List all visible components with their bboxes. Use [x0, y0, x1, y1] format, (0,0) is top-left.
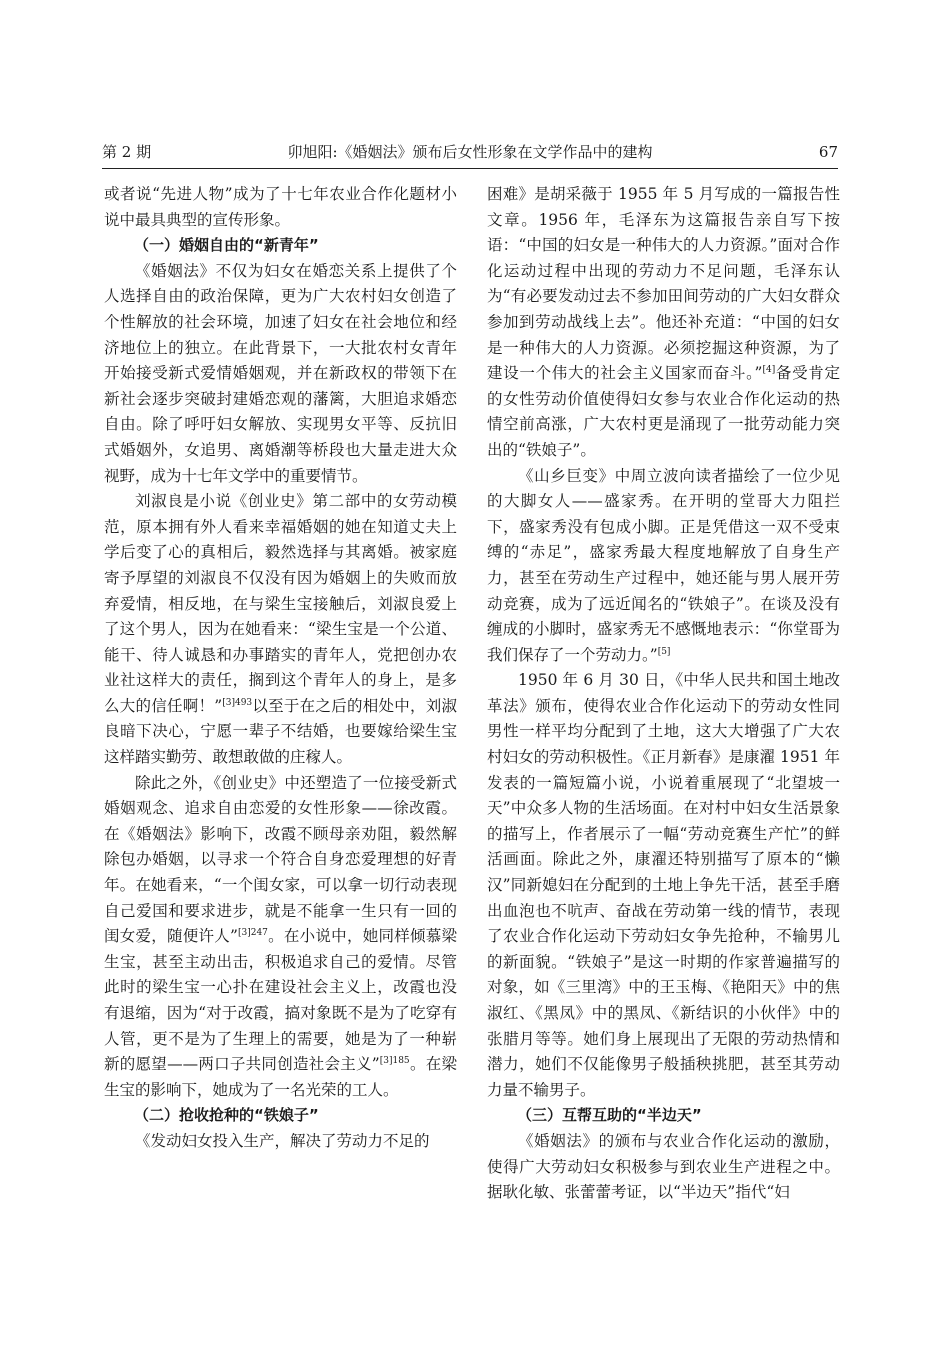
- paragraph-text: 刘淑良是小说《创业史》第二部中的女劳动模范，原本拥有外人看来幸福婚姻的她在知道丈夫上学后变了心的真相后，毅然选择与其离婚。被家庭寄予厚望的刘淑良不仅没有因为婚姻上的失败而放弃爱情，相反地，在与梁生宝接触后，刘淑良爱上了这个男人，因为在她看来：“梁生宝是一个公道、能干、待人诚恳和办事踏实的青年人，党把创办农业社这样大的责任，搁到这个青年人的身上，是多么大的信任啊！”: [104, 492, 457, 715]
- paragraph-text: 以至于在之后的相处中，刘淑良暗下决心，宁愿一辈子不结婚，也要嫁给梁生宝这样踏实勤劳、敢想敢做的庄稼人。: [104, 696, 457, 767]
- citation-ref: [5]: [657, 646, 671, 657]
- right-column: [487, 182, 840, 1206]
- paragraph-text: 。在梁生宝的影响下，她成为了一名光荣的工人。: [104, 1055, 457, 1099]
- paragraph: [487, 464, 840, 669]
- citation-ref: [3]185: [379, 1056, 410, 1067]
- citation-ref: [3]493: [222, 697, 253, 708]
- paragraph: [104, 489, 457, 771]
- running-header: [102, 140, 838, 164]
- page-number: 67: [818, 143, 838, 161]
- paragraph-text: 《山乡巨变》中周立波向读者描绘了一位少见的大脚女人——盛家秀。在开明的堂哥大力阻拦下，盛家秀没有包成小脚。正是凭借这一双不受束缚的“赤足”，盛家秀最大程度地解放了自身生产力，甚至在劳动生产过程中，她还能与男人展开劳动竞赛，成为了远近闻名的“铁娘子”。在谈及没有缠成的小脚时，盛家秀无不感慨地表示：“你堂哥为我们保存了一个劳动力。”: [487, 466, 840, 664]
- running-title: 卯旭阳:《婚姻法》颁布后女性形象在文学作品中的建构: [287, 143, 653, 161]
- paragraph: 或者说“先进人物”成为了十七年农业合作化题材小说中最具典型的宣传形象。: [104, 185, 457, 229]
- paragraph: 《婚姻法》的颁布与农业合作化运动的激励，使得广大劳动妇女积极参与到农业生产进程之中。据耿化敏、张蕾蕾考证，以“半边天”指代“妇: [487, 1131, 840, 1202]
- paragraph-text: 。在小说中，她同样倾慕梁生宝，甚至主动出击，积极追求自己的爱情。尽管此时的梁生宝一心扑在建设社会主义上，改霞也没有退缩，因为“对于改霞，搞对象既不是为了吃穿有人管，更不是为了生理上的需要，她是为了一种崭新的愿望——两口子共同创造社会主义”: [104, 927, 457, 1074]
- section-heading: （三）互帮互助的“半边天”: [517, 1106, 702, 1125]
- section-heading: （一）婚姻自由的“新青年”: [134, 236, 319, 255]
- citation-ref: [4]: [762, 365, 776, 375]
- left-column: [104, 182, 457, 1155]
- paragraph-text: 备受肯定的女性劳动价值使得妇女参与农业合作化运动的热情空前高涨，广大农村更是涌现了一批劳动能力突出的“铁娘子”。: [487, 364, 840, 459]
- paragraph-text: 困难》是胡采薇于 1955 年 5 月写成的一篇报告性文章。1956 年，毛泽东为这篇报告亲自写下按语：“中国的妇女是一种伟大的人力资源。”面对合作化运动过程中出现的劳动力不足问题，毛泽东认为“有必要发动过去不参加田间劳动的广大妇女群众参加到劳动战线上去”。他还补充道：“中国的妇女是一种伟大的人力资源。必须挖掘这种资源，为了建设一个伟大的社会主义国家而奋斗。”: [487, 185, 840, 383]
- paragraph: 《发动妇女投入生产，解决了劳动力不足的: [135, 1131, 430, 1150]
- section-heading: （二）抢收抢种的“铁娘子”: [134, 1106, 319, 1125]
- issue-number: 第 2 期: [102, 143, 152, 161]
- paragraph-text: 除此之外，《创业史》中还塑造了一位接受新式婚姻观念、追求自由恋爱的女性形象——徐改霞。在《婚姻法》影响下，改霞不顾母亲劝阻，毅然解除包办婚姻，以寻求一个符合自身恋爱理想的好青年。在她看来，“一个闺女家，可以拿一切行动表现自己爱国和要求进步，就是不能拿一生只有一回的闺女爱，随便许人”: [104, 773, 457, 946]
- header-rule: [102, 168, 838, 169]
- paragraph: [487, 182, 840, 464]
- citation-ref: [3]247: [237, 928, 268, 939]
- paragraph: 《婚姻法》不仅为妇女在婚恋关系上提供了个人选择自由的政治保障，更为广大农村妇女创造了个性解放的社会环境，加速了妇女在社会地位和经济地位上的独立。在此背景下，一大批农村女青年开始接受新式爱情婚姻观，并在新政权的带领下在新社会逐步突破封建婚恋观的藩篱，大胆追求婚恋自由。除了呼吁妇女解放、实现男女平等、反抗旧式婚姻外，女追男、离婚潮等桥段也大量走进大众视野，成为十七年文学中的重要情节。: [104, 261, 457, 485]
- paragraph: 1950 年 6 月 30 日，《中华人民共和国土地改革法》颁布，使得农业合作化运动下的劳动女性同男性一样平均分配到了土地，这大大增强了广大农村妇女的劳动积极性。《正月新春》是康濯 1951 年发表的一篇短篇小说，小说着重展现了“北望坡一天”中众多人物的生活场面。在对村中妇女生活景象的描写上，作者展示了一幅“劳动竞赛生产忙”的鲜活画面。除此之外，康濯还特别描写了原本的“懒汉”同新媳妇在分配到的土地上争先干活，甚至手磨出血泡也不吭声、奋战在劳动第一线的情节，表现了农业合作化运动下劳动妇女争先抢种，不输男儿的新面貌。“铁娘子”是这一时期的作家普遍描写的对象，如《三里湾》中的王玉梅、《艳阳天》中的焦淑红、《黑凤》中的黑凤、《新结识的小伙伴》中的张腊月等等。她们身上展现出了无限的劳动热情和潜力，她们不仅能像男子般插秧挑肥，甚至其劳动力量不输男子。: [487, 671, 840, 1099]
- paragraph: [104, 771, 457, 1104]
